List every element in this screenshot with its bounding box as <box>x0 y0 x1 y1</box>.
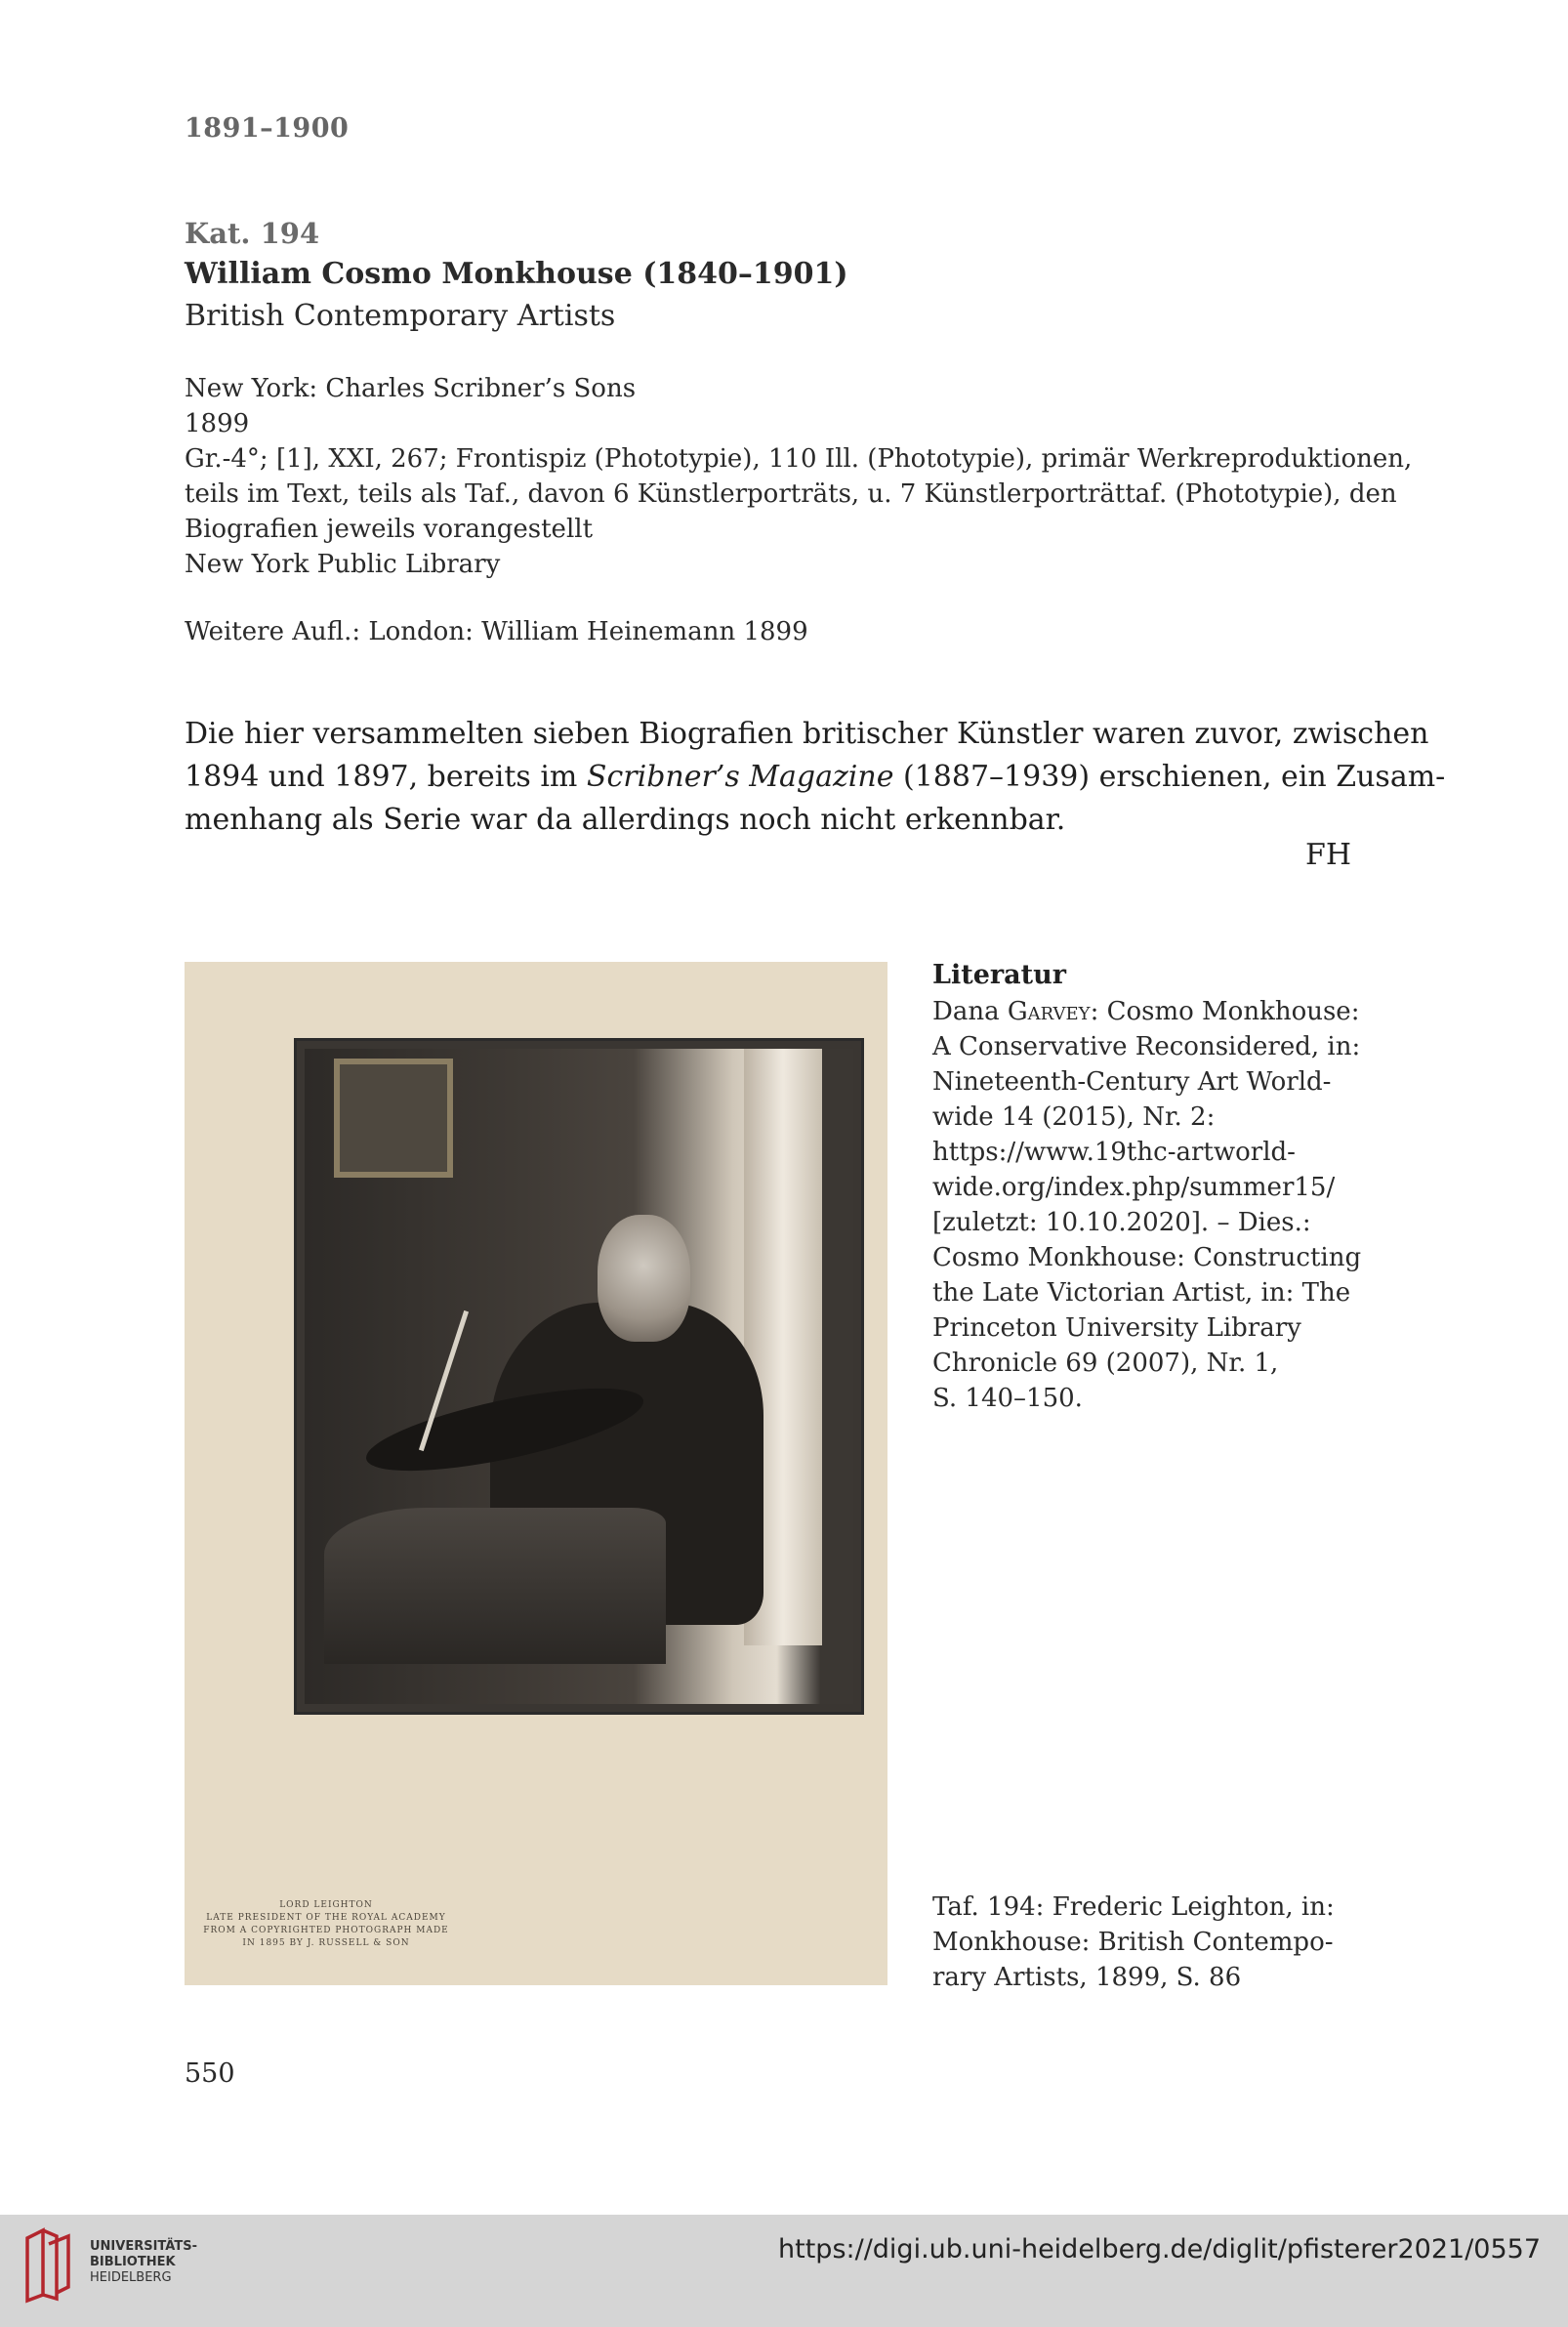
commentary-segment: 1894 und 1897, bereits im <box>185 760 587 794</box>
library-logo-icon <box>21 2226 78 2305</box>
description-line: Gr.-4°; [1], XXI, 267; Frontispiz (Phototypie), 110 Ill. (Phototypie), primär Werkreproduktionen, <box>185 444 1413 474</box>
author-initials: FH <box>1305 838 1351 872</box>
plate-caption <box>932 1890 1362 1995</box>
photo-caption-line: LORD LEIGHTON <box>279 1900 373 1910</box>
photo-frame <box>294 1038 864 1715</box>
publisher: New York: Charles Scribner’s Sons <box>185 374 637 403</box>
literature-line: S. 140–150. <box>932 1384 1083 1413</box>
literature-line: Princeton University Library <box>932 1313 1301 1343</box>
literature-line: A Conservative Reconsidered, in: <box>932 1032 1361 1061</box>
photo-caption <box>185 1899 468 1950</box>
literature-list <box>932 994 1362 1416</box>
plate-caption-line: rary Artists, 1899, S. 86 <box>932 1963 1242 1992</box>
permalink-url[interactable]: https://digi.ub.uni-heidelberg.de/diglit/pfisterer2021/0557 <box>778 2234 1541 2265</box>
library-name-line: HEIDELBERG <box>90 2270 172 2285</box>
commentary-line: menhang als Serie war da allerdings noch nicht erkennbar. <box>185 803 1066 837</box>
literature-line <box>932 994 1362 1029</box>
literature-line: Nineteenth-Century Art World- <box>932 1067 1332 1097</box>
literature-line: Chronicle 69 (2007), Nr. 1, <box>932 1349 1279 1378</box>
description-line: teils im Text, teils als Taf., davon 6 Künstlerporträts, u. 7 Künstlerporträttaf. (Phototypie), den <box>185 479 1397 509</box>
library-name-line: UNIVERSITÄTS- <box>90 2239 197 2254</box>
publication-year: 1899 <box>185 409 250 438</box>
wall-picture <box>334 1059 453 1178</box>
author-first-name: Dana <box>932 997 1008 1026</box>
bibliographic-data <box>185 371 1413 582</box>
literature-line: Cosmo Monkhouse: Constructing <box>932 1243 1362 1272</box>
sitter-legs <box>324 1508 666 1664</box>
literature-line: wide.org/index.php/summer15/ <box>932 1173 1336 1202</box>
literature-heading: Literatur <box>932 960 1066 990</box>
running-head: 1891–1900 <box>185 113 350 144</box>
plate-photograph <box>185 962 887 1985</box>
photo-caption-line: LATE PRESIDENT OF THE ROYAL ACADEMY <box>206 1913 446 1923</box>
catalogue-number: Kat. 194 <box>185 217 320 250</box>
photo-image <box>305 1049 853 1704</box>
library-name <box>90 2239 197 2286</box>
library-name-line: BIBLIOTHEK <box>90 2255 176 2269</box>
footer-bar <box>0 2215 1568 2327</box>
photo-caption-line: FROM A COPYRIGHTED PHOTOGRAPH MADE <box>203 1926 449 1935</box>
commentary-line <box>185 756 1446 799</box>
magazine-title: Scribner’s Magazine <box>586 760 894 794</box>
plate-caption-line: Monkhouse: British Contempo- <box>932 1928 1334 1957</box>
entry-book-title: British Contemporary Artists <box>185 299 616 333</box>
author-surname: Garvey <box>1007 997 1091 1026</box>
commentary-text <box>185 713 1446 842</box>
further-editions: Weitere Aufl.: London: William Heinemann 1899 <box>185 617 808 646</box>
plate-caption-line: Taf. 194: Frederic Leighton, in: <box>932 1892 1335 1922</box>
literature-line: the Late Victorian Artist, in: The <box>932 1278 1351 1308</box>
literature-line: [zuletzt: 10.10.2020]. – Dies.: <box>932 1208 1311 1237</box>
literature-segment: : Cosmo Monkhouse: <box>1090 997 1360 1026</box>
description-line: Biografien jeweils vorangestellt <box>185 515 594 544</box>
literature-line: wide 14 (2015), Nr. 2: <box>932 1102 1216 1132</box>
sitter-head <box>598 1215 690 1342</box>
page-number: 550 <box>185 2058 235 2089</box>
photo-caption-line: IN 1895 BY J. RUSSELL & SON <box>242 1938 410 1948</box>
entry-author: William Cosmo Monkhouse (1840–1901) <box>185 257 848 291</box>
holding-library: New York Public Library <box>185 550 501 579</box>
commentary-segment: (1887–1939) erschienen, ein Zusam- <box>893 760 1446 794</box>
commentary-line: Die hier versammelten sieben Biografien britischer Künstler waren zuvor, zwischen <box>185 717 1429 751</box>
literature-line: https://www.19thc-artworld- <box>932 1138 1296 1167</box>
